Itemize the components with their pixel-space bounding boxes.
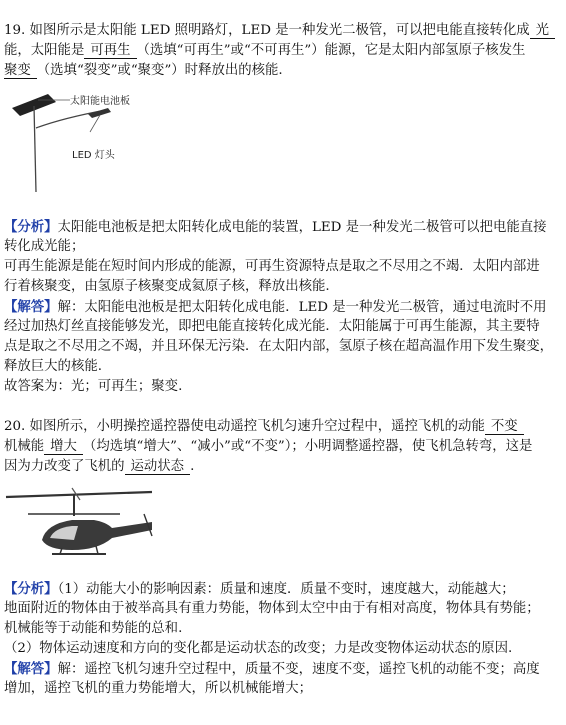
q19-blank-3: 聚变 (4, 63, 37, 79)
analysis-tag: 【分析】 (4, 219, 58, 235)
rc-helicopter-figure (2, 484, 160, 572)
q20-analysis-2: 地面附近的物体由于被举高具有重力势能，物体到太空中由于有相对高度，物体具有势能； (4, 601, 540, 616)
answer-tag: 【解答】 (4, 299, 58, 315)
q19-final-answer: 故答案为：光；可再生；聚变. (4, 379, 183, 394)
q20-answer-1: 【解答】解：遥控飞机匀速升空过程中，质量不变，速度不变，遥控飞机的动能不变；高度 (4, 661, 540, 677)
q19-blank-1: 光 (530, 23, 555, 39)
q20-analysis-4: （2）物体运动速度和方向的变化都是运动状态的改变；力是改变物体运动状态的原因. (4, 641, 513, 656)
q19-line-1: 19. 如图所示是太阳能 LED 照明路灯，LED 是一种发光二极管，可以把电能直接转化成 光 (4, 22, 562, 40)
q20-blank-3: 运动状态 (125, 459, 191, 475)
solar-street-lamp-figure (8, 88, 148, 193)
q20-blank-2: 增大 (44, 439, 83, 455)
led-label: LED 灯头 (72, 150, 115, 161)
q19-answer-4: 释放巨大的核能. (4, 359, 102, 374)
q19-blank-2: 可再生 (84, 43, 136, 59)
q20-analysis-3: 机械能等于动能和势能的总和. (4, 621, 183, 636)
q19-answer-3: 点是取之不尽用之不竭，并且环保无污染．在太阳内部，氢原子核在超高温作用下发生聚变， (4, 339, 554, 354)
q19-analysis-4: 行着核聚变，由氢原子核聚变成氦原子核，释放出核能. (4, 279, 330, 294)
q20-line-1: 20. 如图所示，小明操控遥控器使电动遥控飞机匀速升空过程中，遥控飞机的动能 不变 (4, 418, 562, 436)
q19-answer-2: 经过加热灯丝直接能够发光，即把电能直接转化成光能．太阳能属于可再生能源，其主要特 (4, 319, 540, 334)
q19-line-2: 能，太阳能是 可再生 （选填“可再生”或“不可再生”）能源，它是太阳内部氢原子核发生 (4, 43, 526, 58)
q20-answer-2: 增加，遥控飞机的重力势能增大，所以机械能增大； (4, 681, 312, 696)
answer-tag: 【解答】 (4, 661, 58, 677)
q19-analysis-3: 可再生能源是能在短时间内形成的能源，可再生资源特点是取之不尽用之不竭．太阳内部进 (4, 259, 540, 274)
q20-line-2: 机械能 增大 （均选填“增大”、“减小”或“不变”）；小明调整遥控器，使飞机急转弯，这是 (4, 439, 533, 454)
q19-analysis-2: 转化成光能； (4, 239, 85, 254)
q20-blank-1: 不变 (485, 419, 524, 435)
q20-analysis-1: 【分析】（1）动能大小的影响因素：质量和速度．质量不变时，速度越大，动能越大； (4, 581, 515, 597)
lamp-pole (34, 106, 36, 192)
panel-label: 太阳能电池板 (70, 96, 130, 107)
q19-answer-1: 【解答】解：太阳能电池板是把太阳转化成电能．LED 是一种发光二极管，通过电流时不用 (4, 299, 547, 315)
q20-line-3: 因为力改变了飞机的 运动状态 . (4, 459, 195, 474)
q19-line-3: 聚变 （选填“裂变”或“聚变”）时释放出的核能. (4, 63, 283, 78)
main-rotor (6, 492, 152, 497)
analysis-tag: 【分析】 (4, 581, 58, 597)
q19-analysis-1: 【分析】太阳能电池板是把太阳转化成电能的装置，LED 是一种发光二极管可以把电能直接 (4, 219, 547, 235)
